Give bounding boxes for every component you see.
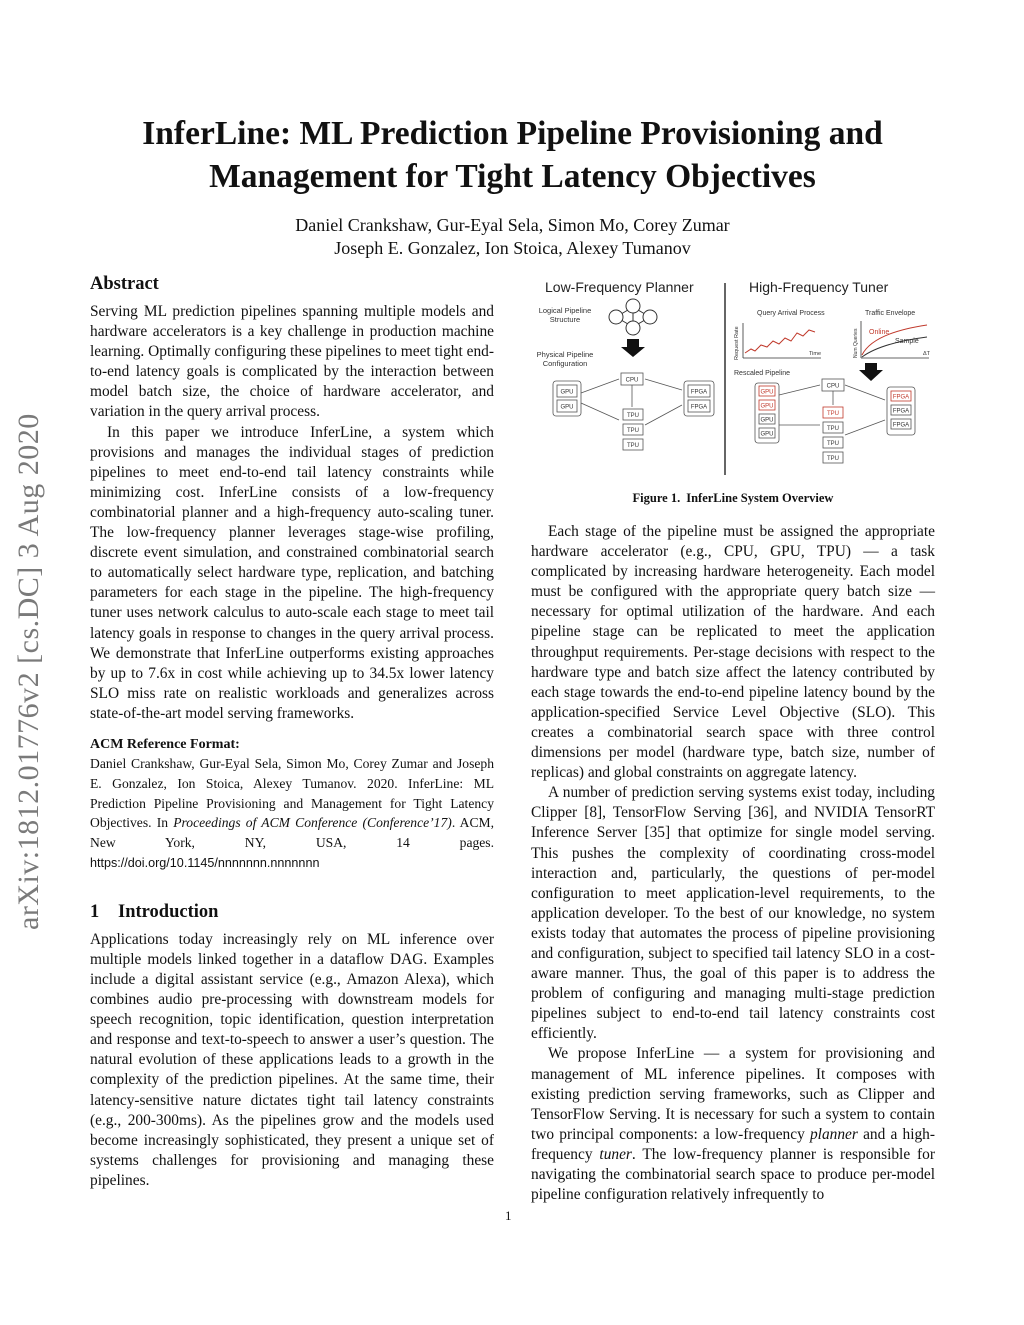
- fpga-box: FPGA: [892, 394, 910, 401]
- acm-reference-heading: ACM Reference Format:: [90, 736, 240, 752]
- tpu-box: TPU: [627, 413, 639, 419]
- introduction-paragraph-1: Applications today increasingly rely on ML inference over multiple models linked together in a dataflow DAG. Examples include a digital assistant service (e.g., Amazon Alexa), which combines audio pre-processing with downstream models for speech recognition, topic identification, question interpretation and response and text-to-speech to answer a user’s question. The natural evolution of these applications leads to a growth in the complexity of the prediction pipelines. At the same time, their latency-sensitive nature dictates tight tail latency constraints (e.g., 200-300ms). As the pipelines grow and the models used become increasingly sophisticated, they present a unique set of systems challenges for provisioning and managing these pipelines.: [90, 930, 494, 1189]
- gpu-box: GPU: [560, 404, 574, 411]
- dag-node: [626, 299, 640, 313]
- sample-label: Sample: [895, 338, 919, 345]
- logical-pipeline-label: Logical Pipeline: [538, 306, 592, 315]
- gpu-box: GPU: [760, 389, 774, 396]
- physical-pipeline-label: Physical Pipeline: [536, 350, 594, 359]
- figure-diagram: [531, 275, 941, 485]
- acm-reference-main: Daniel Crankshaw, Gur-Eyal Sela, Simon Mo, Corey Zumar and Joseph E. Gonzalez, Ion Stoica, Alexey Tumanov. 2020. InferLine: ML Prediction Pipeline Provisioning and Management for Tight Latency Objectives. In: [90, 755, 494, 831]
- right-paragraph-3-b: and a high-frequency: [531, 1125, 935, 1163]
- tpu-box: TPU: [627, 443, 639, 449]
- down-arrow-icon: [859, 363, 883, 381]
- abstract-paragraph-1: Serving ML prediction pipelines spanning multiple models and hardware accelerators is a key challenge in production machine learning. Optimally configuring these pipelines to meet tight end-to-end latency goals is complicated by the interaction between model batch size, the choice of hardware accelerator, and variation in the query arrival process.: [90, 303, 494, 421]
- rescaled-pipeline: [755, 379, 915, 463]
- section-number: 1: [90, 901, 100, 922]
- page-number: 1: [505, 1208, 512, 1223]
- acm-reference-proceedings: Proceedings of ACM Conference (Conference’17): [173, 815, 452, 831]
- figure-caption-text: InferLine System Overview: [686, 491, 834, 505]
- right-column: [531, 522, 935, 1205]
- figure-label: Figure 1.: [632, 491, 681, 505]
- right-paragraph-1: Each stage of the pipeline must be assigned the appropriate hardware accelerator (e.g., CPU, GPU, TPU) — a task complicated by increasing hardware heterogeneity. Each model must be configured with the appropriate query batch size — necessary for optimal utilization of the hardware. And each pipeline stage can be replicated to meet the application throughput requirements. Per-stage decisions with respect to the hardware type and batch size affect the latency contributed by each stage towards the end-to-end pipeline latency bound by the application-specified Service Level Objective (SLO). This creates a combinatorial search space with three control dimensions per model (hardware type, batch size, number of replicas) and global constraints on aggregate latency.: [531, 523, 935, 782]
- figure-caption: [531, 490, 935, 506]
- author-list: [90, 214, 935, 260]
- right-paragraph-3-a: We propose InferLine — a system for provisioning and management of ML inference pipelines. It composes with existing prediction serving frameworks, such as Clipper and TensorFlow Serving. It is necessary for such a system to contain two principal components: a low-frequency: [531, 1045, 935, 1143]
- planner-title: Low-Frequency Planner: [545, 279, 694, 295]
- num-queries-label: Num Queries: [853, 328, 859, 358]
- tpu-box: TPU: [627, 428, 639, 434]
- authors-line-2: Joseph E. Gonzalez, Ion Stoica, Alexey Tumanov: [334, 238, 691, 258]
- down-arrow-icon: [621, 339, 645, 357]
- fpga-box: FPGA: [690, 404, 708, 411]
- tpu-box: TPU: [827, 441, 839, 447]
- time-label: Time: [809, 351, 822, 357]
- configuration-label: Configuration: [542, 359, 588, 368]
- paper-title: InferLine: ML Prediction Pipeline Provisioning and Management for Tight Latency Objectives: [142, 115, 883, 195]
- arxiv-identifier: arXiv:1812.01776v2 [cs.DC] 3 Aug 2020: [12, 413, 45, 930]
- tpu-box: TPU: [827, 411, 839, 417]
- physical-pipeline: [557, 373, 710, 450]
- gpu-box: GPU: [760, 417, 774, 424]
- rescaled-pipeline-label: Rescaled Pipeline: [734, 370, 791, 377]
- acm-reference-text: [90, 754, 494, 874]
- right-paragraph-3-c: . The low-frequency planner is responsible for navigating the combinatorial search space to produce per-model pipeline configuration relatively infrequently to: [531, 1145, 935, 1204]
- section-title: Introduction: [118, 901, 219, 922]
- cpu-box: CPU: [625, 377, 639, 384]
- abstract-heading: Abstract: [90, 274, 159, 294]
- query-arrival-label: Query Arrival Process: [757, 310, 825, 317]
- gpu-box: GPU: [760, 403, 774, 410]
- gpu-box: GPU: [760, 431, 774, 438]
- tuner-title: High-Frequency Tuner: [749, 279, 889, 295]
- dag-node: [609, 310, 623, 324]
- planner-term: planner: [809, 1125, 858, 1143]
- dag-node: [643, 310, 657, 324]
- system-overview-figure: [531, 275, 941, 485]
- doi-link[interactable]: https://doi.org/10.1145/nnnnnnn.nnnnnnn: [90, 855, 320, 870]
- left-column: [90, 272, 494, 1191]
- delta-t-label: ΔT: [923, 351, 931, 357]
- tuner-term: tuner: [599, 1145, 632, 1163]
- traffic-envelope-label: Traffic Envelope: [865, 310, 916, 317]
- authors-line-1: Daniel Crankshaw, Gur-Eyal Sela, Simon Mo, Corey Zumar: [295, 215, 730, 235]
- fpga-box: FPGA: [892, 422, 910, 429]
- cpu-box: CPU: [826, 383, 840, 390]
- fpga-box: FPGA: [892, 408, 910, 415]
- tpu-box: TPU: [827, 426, 839, 432]
- arrival-curve: [745, 330, 815, 353]
- acm-reference-publisher: . ACM, New York, NY, USA, 14 pages.: [90, 815, 494, 851]
- introduction-heading: [90, 900, 494, 924]
- logical-dag: [609, 299, 657, 335]
- gpu-box: GPU: [560, 389, 574, 396]
- abstract-paragraph-2: In this paper we introduce InferLine, a system which provisions and manages the individual stages of prediction pipelines to meet end-to-end tail latency constraints while minimizing cost. InferLine consists of a low-frequency combinatorial planner and a high-frequency auto-scaling tuner. The low-frequency planner leverages stage-wise profiling, discrete event simulation, and constrained combinatorial search to automatically select hardware type, replication, and batching parameters for each stage in the pipeline. The high-frequency tuner uses network calculus to auto-scale each stage to meet tail latency goals in response to changes in the query arrival process. We demonstrate that InferLine outperforms existing approaches by up to 7.6x in cost while achieving up to 34.5x lower latency SLO miss rate on realistic workloads and generalizes across state-of-the-art model serving frameworks.: [90, 423, 494, 722]
- online-label: Online: [869, 329, 890, 336]
- dag-node: [626, 321, 640, 335]
- right-paragraph-3: [531, 1044, 935, 1205]
- request-rate-label: Request Rate: [734, 326, 740, 360]
- fpga-box: FPGA: [690, 389, 708, 396]
- structure-label: Structure: [549, 315, 581, 324]
- tpu-box: TPU: [827, 456, 839, 462]
- right-paragraph-2: A number of prediction serving systems exist today, including Clipper [8], TensorFlow Serving [36], and NVIDIA TensorRT Inference Server [35] that optimize for single model serving. This pushes the complexity of coordinating cross-model interaction and, particularly, the questions of per-model configuration to meet application-level requirements, to the application developer. To the best of our knowledge, no system exists today that automates the process of pipeline provisioning and configuration, subject to specified tail latency SLO in a cost-aware manner. Thus, the goal of this paper is to address the problem of configuring and managing multi-stage prediction pipelines subject to end-to-end tail latency constraints cost efficiently.: [531, 784, 935, 1043]
